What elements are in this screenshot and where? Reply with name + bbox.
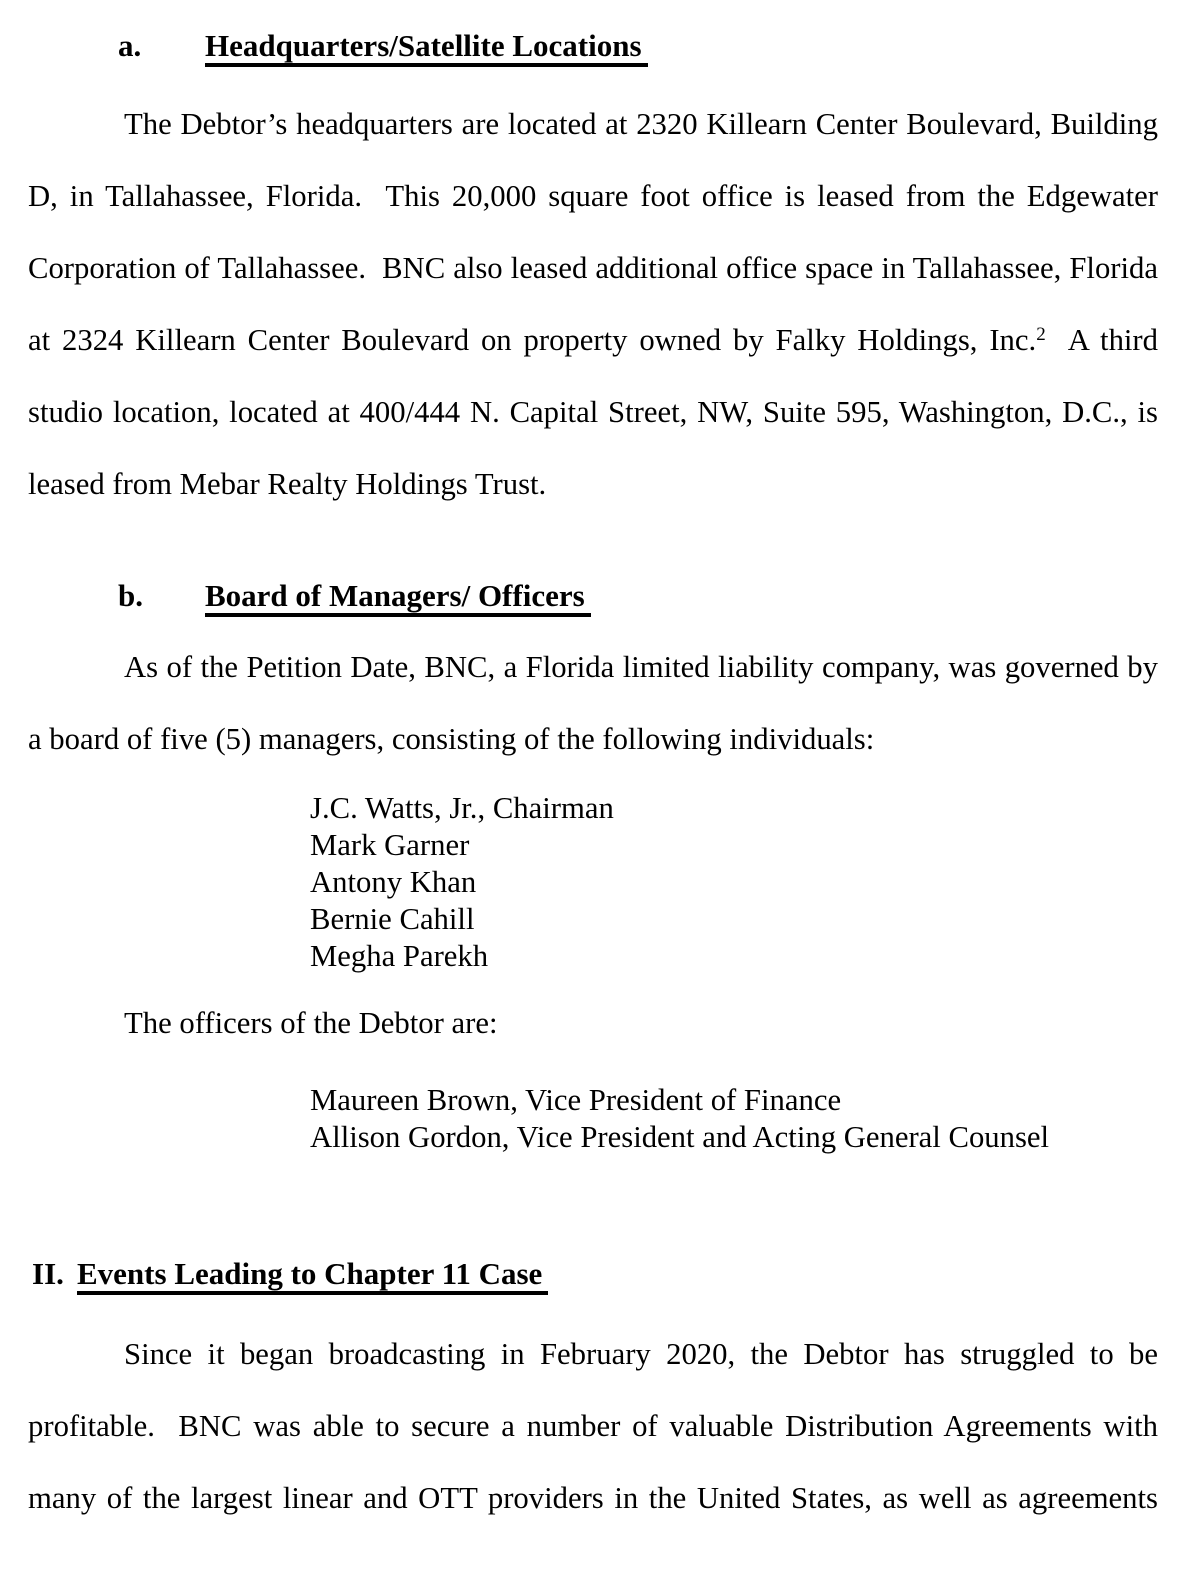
section-ii-label: II. xyxy=(32,1256,64,1291)
section-ii-heading xyxy=(32,1255,1158,1293)
officer-list-item: Allison Gordon, Vice President and Acting General Counsel xyxy=(310,1120,1050,1154)
manager-list-item: Antony Khan xyxy=(310,865,477,899)
paragraph-headquarters-text: The Debtor’s headquarters are located at 2320 Killearn Center Boulevard, Building D, in Tallahassee, Florida. This 20,000 square foot office is leased from the Edgewater Corporation of Tallahassee. BNC also leased additional office space in Tallahassee, Florida at 2324 Killearn Center Boulevard on property owned by Falky Holdings, Inc. xyxy=(28,107,1158,357)
section-a-label: a. xyxy=(118,28,142,63)
officer-list-item: Maureen Brown, Vice President of Finance xyxy=(310,1083,842,1117)
section-b-heading xyxy=(118,577,1158,615)
paragraph-headquarters xyxy=(28,88,1158,520)
section-a-heading xyxy=(118,27,1158,65)
manager-list-item: Bernie Cahill xyxy=(310,902,475,936)
section-b-title: Board of Managers/ Officers xyxy=(205,578,591,617)
officers-intro: The officers of the Debtor are: xyxy=(124,1006,498,1040)
officers-list xyxy=(310,1082,1158,1156)
footnote-reference: 2 xyxy=(1036,323,1046,345)
section-b-label: b. xyxy=(118,578,143,613)
paragraph-events: Since it began broadcasting in February 2020, the Debtor has struggled to be profitable. BNC was able to secure a number of valuable Distribution Agreements with many of the largest linear and OTT providers in the United States, as well as agreements xyxy=(28,1337,1158,1515)
section-ii-title: Events Leading to Chapter 11 Case xyxy=(77,1256,548,1295)
paragraph-board: As of the Petition Date, BNC, a Florida limited liability company, was governed by a board of five (5) managers, consisting of the following individuals: xyxy=(28,650,1158,756)
section-a-title: Headquarters/Satellite Locations xyxy=(205,28,648,67)
manager-list-item: J.C. Watts, Jr., Chairman xyxy=(310,791,614,825)
manager-list-item: Megha Parekh xyxy=(310,939,489,973)
paragraph-headquarters-text-after: A third studio location, located at 400/444 N. Capital Street, NW, Suite 595, Washington, D.C., is leased from Mebar Realty Holdings Trust. xyxy=(28,323,1158,501)
manager-list-item: Mark Garner xyxy=(310,828,470,862)
managers-list xyxy=(310,790,1158,975)
